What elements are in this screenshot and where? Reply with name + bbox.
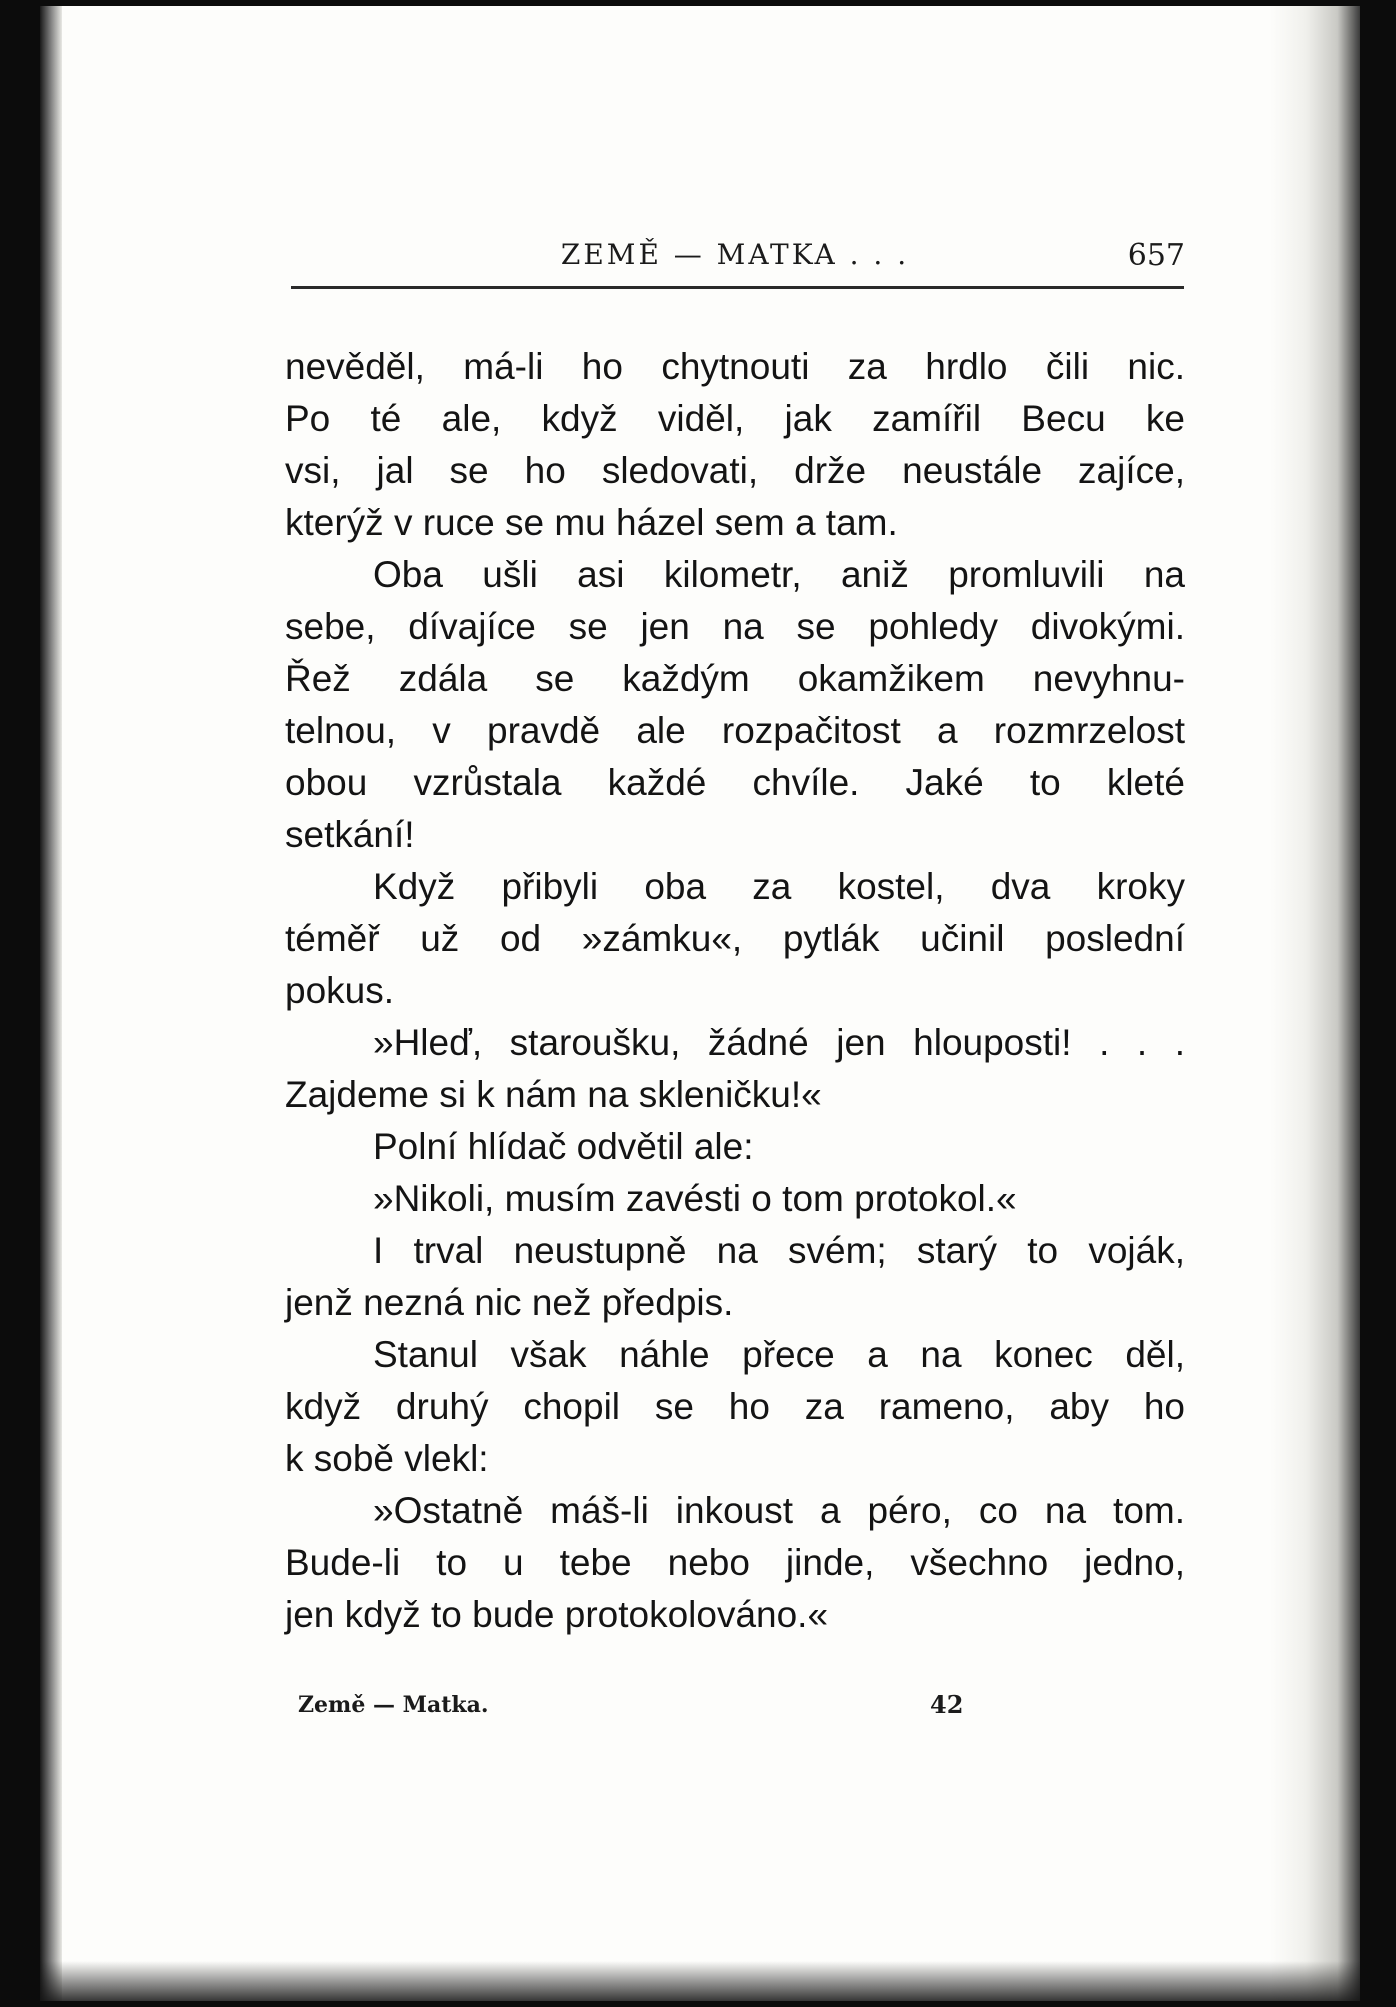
text-line: »Ostatně máš-li inkoust a péro, co na tom. <box>373 1490 1185 1531</box>
signature-mark: Země — Matka. <box>298 1692 489 1718</box>
text-line: telnou, v pravdě ale rozpačitost a rozmrzelost <box>285 710 1185 751</box>
page-footer <box>40 1688 1360 1728</box>
signature-number: 42 <box>930 1690 964 1719</box>
text-line: když druhý chopil se ho za rameno, aby ho <box>285 1386 1185 1427</box>
text-line: Řež zdála se každým okamžikem nevyhnu- <box>285 658 1185 699</box>
text-line: sebe, dívajíce se jen na se pohledy divokými. <box>285 606 1185 647</box>
text-line: »Nikoli, musím zavésti o tom protokol.« <box>373 1178 1017 1219</box>
running-title: ZEMĚ — MATKA . . . <box>560 238 910 271</box>
book-page <box>40 6 1360 2001</box>
text-line: Po té ale, když viděl, jak zamířil Becu ke <box>285 398 1185 439</box>
text-line: vsi, jal se ho sledovati, drže neustále zajíce, <box>285 450 1185 491</box>
text-line: obou vzrůstala každé chvíle. Jaké to kleté <box>285 762 1185 803</box>
text-line: I trval neustupně na svém; starý to voják, <box>373 1230 1185 1271</box>
text-line: téměř už od »zámku«, pytlák učinil poslední <box>285 918 1185 959</box>
text-line: Když přibyli oba za kostel, dva kroky <box>373 866 1185 907</box>
text-line: jenž nezná nic než předpis. <box>285 1282 734 1323</box>
text-line: Polní hlídač odvětil ale: <box>373 1126 754 1167</box>
text-line: nevěděl, má-li ho chytnouti za hrdlo čili nic. <box>285 346 1185 387</box>
text-line: Zajdeme si k nám na skleničku!« <box>285 1074 822 1115</box>
text-line: Oba ušli asi kilometr, aniž promluvili na <box>373 554 1185 595</box>
text-line: »Hleď, staroušku, žádné jen hlouposti! . . . <box>373 1022 1185 1063</box>
text-line: jen když to bude protokolováno.« <box>285 1594 829 1635</box>
text-line: Bude-li to u tebe nebo jinde, všechno jedno, <box>285 1542 1185 1583</box>
text-line: k sobě vlekl: <box>285 1438 489 1479</box>
text-line: kterýž v ruce se mu házel sem a tam. <box>285 502 898 543</box>
body-text <box>285 341 1185 1641</box>
page-number: 657 <box>1127 238 1185 273</box>
text-line: pokus. <box>285 970 395 1011</box>
text-line: Stanul však náhle přece a na konec děl, <box>373 1334 1185 1375</box>
text-line: setkání! <box>285 814 415 855</box>
header-rule <box>291 286 1184 289</box>
page-bottom-edge-shadow <box>40 1961 1360 2001</box>
page-header <box>285 234 1185 278</box>
